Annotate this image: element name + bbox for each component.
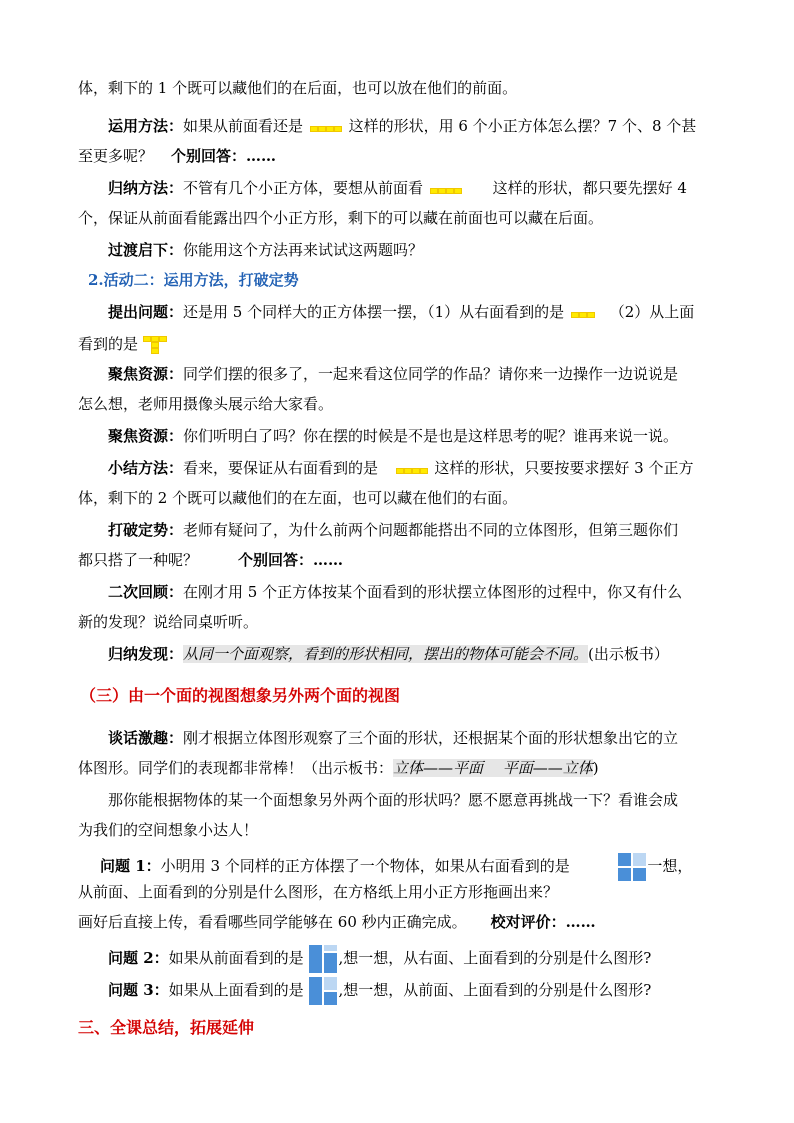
blue-cube-view-icon — [308, 944, 338, 974]
l-shape-yellow-squares-icon — [143, 336, 169, 354]
paragraph-line: 归纳方法：不管有几个小正方体，要想从前面看 这样的形状，都只要先摆好 4 — [108, 179, 687, 197]
paragraph-line: 归纳发现：从同一个面观察，看到的形状相同，摆出的物体可能会不同。(出示板书） — [108, 645, 669, 663]
paragraph-line: 问题 3：如果从上面看到的是 ,想一想，从前面、上面看到的分别是什么图形? — [108, 976, 651, 1006]
paragraph-line: 体图形。同学们的表现都非常棒！（出示板书：立体——平面 平面——立体) — [78, 759, 599, 777]
blue-cube-view-icon — [617, 852, 647, 882]
paragraph-line: 运用方法：如果从前面看还是 这样的形状，用 6 个小正方体怎么摆？7 个、8 个甚 — [108, 117, 697, 135]
paragraph-line: 新的发现？说给同桌听听。 — [78, 613, 259, 631]
paragraph-line: 至更多呢？ 个别回答：…… — [78, 147, 277, 165]
paragraph-line: 问题 1：小明用 3 个同样的正方体摆了一个物体，如果从右面看到的是 一想， — [100, 852, 692, 882]
section-heading: 三、全课总结，拓展延伸 — [78, 1018, 255, 1037]
four-yellow-squares-icon — [310, 117, 342, 137]
three-yellow-squares-icon — [571, 303, 595, 323]
paragraph-line: 小结方法：看来，要保证从右面看到的是 这样的形状，只要按要求摆好 3 个正方 — [108, 459, 694, 477]
section-heading: （三）由一个面的视图想象另外两个面的视图 — [80, 686, 401, 705]
paragraph-line: 怎么想，老师用摄像头展示给大家看。 — [78, 395, 334, 413]
paragraph-line: 聚焦资源：你们听明白了吗？你在摆的时候是不是也是这样思考的呢？谁再来说一说。 — [108, 427, 679, 445]
section-heading: 2.活动二：运用方法，打破定势 — [88, 271, 299, 289]
paragraph-line: 谈话激趣：刚才根据立体图形观察了三个面的形状，还根据某个面的形状想象出它的立 — [108, 729, 679, 747]
paragraph-line: 体，剩下的 1 个既可以藏他们的在后面，也可以放在他们的前面。 — [78, 79, 518, 97]
paragraph-line: 画好后直接上传，看看哪些同学能够在 60 秒内正确完成。 校对评价：…… — [78, 913, 596, 931]
paragraph-line: 那你能根据物体的某一个面想象另外两个面的形状吗？愿不愿意再挑战一下？看谁会成 — [108, 791, 679, 809]
three-yellow-squares-icon — [396, 459, 428, 479]
paragraph-line: 为我们的空间想象小达人！ — [78, 821, 259, 839]
paragraph-line: 过渡启下：你能用这个方法再来试试这两题吗？ — [108, 241, 424, 259]
paragraph-line: 提出问题：还是用 5 个同样大的正方体摆一摆，（1）从右面看到的是 （2）从上面 — [108, 303, 695, 321]
paragraph-line: 聚焦资源：同学们摆的很多了，一起来看这位同学的作品？请你来一边操作一边说说是 — [108, 365, 679, 383]
paragraph-line: 从前面、上面看到的分别是什么图形，在方格纸上用小正方形拖画出来？ — [78, 883, 559, 901]
paragraph-line: 打破定势：老师有疑问了，为什么前两个问题都能搭出不同的立体图形，但第三题你们 — [108, 521, 679, 539]
four-yellow-squares-icon — [430, 179, 462, 199]
paragraph-line: 问题 2：如果从前面看到的是 ,想一想，从右面、上面看到的分别是什么图形? — [108, 944, 651, 974]
paragraph-line: 体，剩下的 2 个既可以藏他们的在左面，也可以藏在他们的右面。 — [78, 489, 518, 507]
paragraph-line: 个，保证从前面看能露出四个小正方形，剩下的可以藏在前面也可以藏在后面。 — [78, 209, 604, 227]
paragraph-line: 看到的是 — [78, 334, 169, 354]
paragraph-line: 二次回顾：在刚才用 5 个正方体按某个面看到的形状摆立体图形的过程中，你又有什么 — [108, 583, 683, 601]
paragraph-line: 都只搭了一种呢？ 个别回答：…… — [78, 551, 344, 569]
blue-cube-view-icon — [308, 976, 338, 1006]
